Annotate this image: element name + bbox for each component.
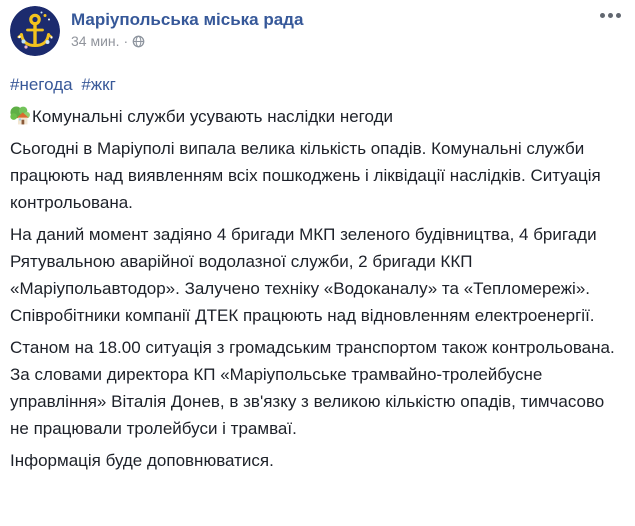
post-header xyxy=(0,0,635,56)
header-info xyxy=(71,6,303,49)
post-content xyxy=(0,56,635,474)
house-with-garden-emoji xyxy=(10,105,31,126)
anchor-logo-icon xyxy=(10,6,60,56)
post-paragraph: Станом на 18.00 ситуація з громадським транспортом також контрольована. За словами директора КП «Маріупольське трамвайно-тролейбусне управління» Віталія Донев, в зв'язку з великою кількістю опадів, тимчасово не працювали тролейбуси і трамваї. xyxy=(10,338,615,438)
page-name-link[interactable]: Маріупольська міська рада xyxy=(71,10,304,29)
post-options-button[interactable] xyxy=(597,8,624,23)
post-paragraph: Інформація буде доповнюватися. xyxy=(10,451,274,470)
globe-icon xyxy=(132,35,145,48)
hashtag-link-negoda[interactable]: #негода xyxy=(10,75,73,94)
hashtag-link-zhkg[interactable]: #жкг xyxy=(81,75,116,94)
post-paragraph: На даний момент задіяно 4 бригади МКП зеленого будівництва, 4 бригади Рятувальною аварійної водолазної служби, 2 бригади ККП «Маріупольавтодор». Залучено техніку «Водоканалу» та «Тепломережі». Співробітники компанії ДТЕК працюють над відновленням електроенергії. xyxy=(10,225,597,325)
timestamp-link[interactable]: 34 мин. xyxy=(71,33,120,49)
ellipsis-icon xyxy=(600,13,621,18)
post-meta xyxy=(71,33,303,49)
page-avatar[interactable] xyxy=(10,6,60,56)
post-title-line xyxy=(10,103,622,130)
hashtag-line xyxy=(10,71,622,98)
post-paragraph: Сьогодні в Маріуполі випала велика кількість опадів. Комунальні служби працюють над виявленням всіх пошкоджень і ліквідації наслідків. Ситуація контрольована. xyxy=(10,139,601,212)
post-title-text: Комунальні служби усувають наслідки негоди xyxy=(32,107,394,126)
meta-separator: · xyxy=(123,33,129,49)
